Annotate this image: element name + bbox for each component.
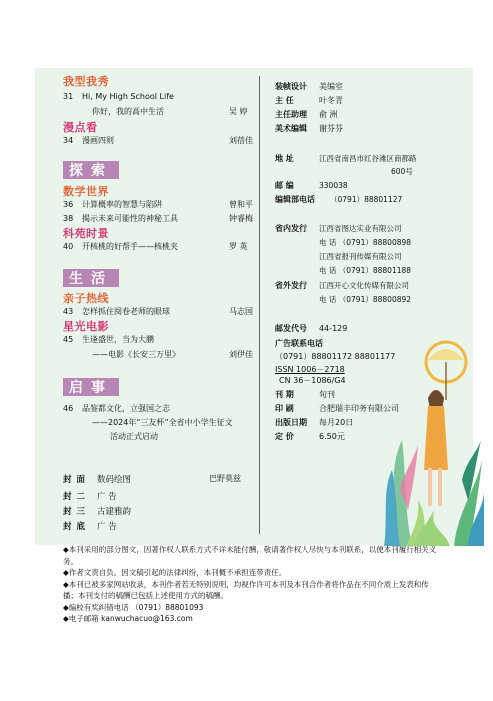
toc-item[interactable]: 43 怎样抓住阅卷老师的眼球 (63, 307, 170, 316)
toc-author: 罗 英 (229, 242, 248, 251)
toc-item[interactable]: 40 开核桃的好帮手——核桃夹 (63, 242, 178, 251)
toc-item[interactable]: 46 品鉴都文化，立强国之志 (63, 404, 170, 413)
toc-item[interactable]: 38 揭示未来可能性的神秘工具 (63, 214, 178, 223)
notice-line: ◆本刊采用的部分图文，因著作权人联系方式不详未能付酬，敬请著作权人尽快与本刊联系，以便本刊履行相关义务。 (63, 545, 437, 566)
cycle-line: 刊 期 旬刊 (275, 390, 335, 399)
printer-line: 印 刷 合肥瑞丰印务有限公司 (275, 404, 399, 413)
section-banner: 启事 (63, 378, 119, 396)
section-banner: 探索 (63, 161, 119, 179)
toc-item[interactable]: 45 生逢盛世，当为大鹏 (63, 335, 154, 344)
cover-author: 巴野莫兹 (209, 474, 241, 483)
ad-phone-label: 广告联系电话 (275, 339, 323, 348)
section-heading: 数学世界 (63, 185, 109, 198)
address-line2: 600号 (391, 167, 413, 176)
masthead-line: 美术编辑 谢芬芬 (275, 124, 343, 133)
distributor-phone: 电 话 （0791）88801188 (319, 266, 412, 275)
notice-line: ◆本刊已被多家网站收录，本刊作者若无特别说明，均视作许可本刊及本刊合作者将作品在不同介质上发表和传播；本刊支付的稿酬已包括上述使用方式的稿酬。 (63, 579, 429, 600)
girl-illustration (384, 340, 484, 546)
toc-item-subtitle: ——电影《长安三万里》 (92, 350, 180, 359)
cover-item: 封 底 广 告 (63, 522, 117, 532)
section-heading: 我型我秀 (63, 75, 109, 88)
distributor: 江西省报刊传媒有限公司 (319, 252, 402, 261)
toc-author: 吴 婷 (229, 107, 248, 116)
address-label: 地 址 (275, 154, 294, 163)
cover-item: 封 面 数码绘图 (63, 475, 132, 485)
masthead-line: 装帧设计 美编室 (275, 82, 343, 91)
distributor-phone: 电 话 （0791）88800892 (319, 295, 412, 304)
post-code-line: 邮发代号 44-129 (275, 324, 348, 333)
cover-item: 封 三 古建雅韵 (63, 507, 132, 517)
cn-number: CN 36－1086/G4 (279, 376, 346, 385)
masthead-line: 主任助理 俞 洲 (275, 110, 338, 119)
distributor-phone: 电 话 （0791）88800898 (319, 238, 412, 247)
section-banner: 生活 (63, 269, 119, 287)
issn: ISSN 1006－2718 (275, 365, 345, 374)
section-heading: 星光电影 (63, 320, 109, 333)
toc-item-subtitle: ——2024年“三友杯”全省中小学生征文 (92, 418, 233, 427)
distributor: 江西省图达实业有限公司 (319, 224, 402, 233)
toc-item[interactable]: 36 计算概率的智慧与陷阱 (63, 200, 162, 209)
section-heading: 科苑时景 (63, 227, 109, 240)
date-line: 出版日期 每月20日 (275, 418, 354, 427)
notice-block (63, 544, 443, 625)
zip-label: 邮 编 (275, 181, 294, 190)
toc-item-subtitle: 活动正式启动 (110, 432, 158, 441)
toc-author: 曾和平 (229, 200, 253, 209)
zip-code: 330038 (319, 181, 348, 190)
column-divider (259, 76, 260, 534)
notice-line[interactable]: ◆电子邮箱 kanwuchacuo@163.com (63, 614, 193, 623)
distributor: 江西开心文化传媒有限公司 (319, 281, 409, 290)
toc-item[interactable]: 34 漫画四则 (63, 136, 114, 145)
price-line: 定 价 6.50元 (275, 432, 345, 441)
notice-line: ◆作者文责自负。因文稿引起的法律纠纷，本刊概不承担连带责任。 (63, 568, 287, 577)
notice-line: ◆编校有奖纠错电话 （0791）88801093 (63, 602, 204, 612)
outside-dist-label: 省外发行 (275, 281, 307, 290)
toc-item-subtitle: 你好，我的高中生活 (92, 107, 164, 116)
section-heading: 漫点看 (63, 121, 98, 134)
editorial-phone: （0791）88801127 (330, 195, 403, 204)
toc-item[interactable]: 31 Hi, My High School Life (63, 92, 174, 101)
address: 江西省南昌市红谷滩区商都路 (319, 154, 417, 163)
masthead-line: 主 任 叶冬青 (275, 96, 343, 105)
toc-author: 刘伊佳 (229, 350, 253, 359)
toc-author: 马志国 (229, 307, 253, 316)
edphone-label: 编辑部电话 (275, 195, 315, 204)
toc-author: 钟睿梅 (229, 214, 253, 223)
domestic-dist-label: 省内发行 (275, 224, 307, 233)
cover-item: 封 二 广 告 (63, 492, 117, 502)
section-heading: 亲子热线 (63, 292, 109, 305)
toc-author: 刘蓓佳 (229, 136, 253, 145)
ad-phone: （0791）88801172 88801177 (275, 352, 396, 361)
